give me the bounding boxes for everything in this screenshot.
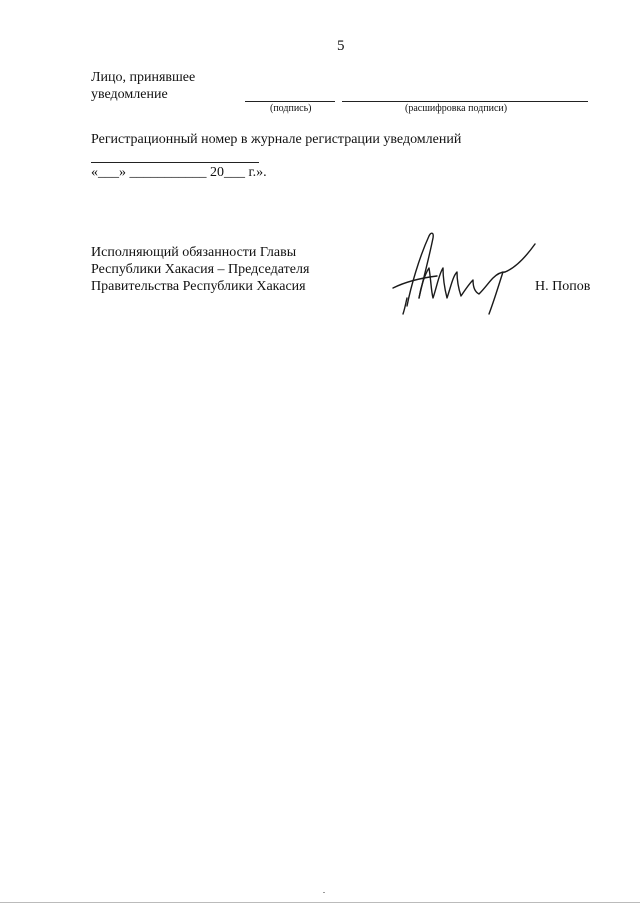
official-title-line2: Республики Хакасия – Председателя bbox=[91, 262, 310, 277]
registration-date-row: «___» ___________ 20___ г.». bbox=[91, 165, 267, 180]
scan-speck bbox=[323, 892, 325, 893]
registration-label: Регистрационный номер в журнале регистрации уведомлений bbox=[91, 132, 462, 147]
registration-number-blank-line bbox=[91, 162, 259, 163]
recipient-label-line1: Лицо, принявшее bbox=[91, 70, 196, 85]
recipient-label-line2: уведомление bbox=[91, 87, 168, 102]
page-number: 5 bbox=[337, 38, 345, 54]
decode-caption: (расшифровка подписи) bbox=[405, 103, 508, 114]
handwritten-signature bbox=[385, 228, 545, 316]
decode-blank-line bbox=[342, 101, 588, 102]
signature-caption: (подпись) bbox=[270, 103, 312, 114]
page-bottom-edge bbox=[0, 902, 640, 903]
signer-name: Н. Попов bbox=[535, 279, 591, 294]
official-title-line3: Правительства Республики Хакасия bbox=[91, 279, 306, 294]
signature-blank-line bbox=[245, 101, 335, 102]
official-title-line1: Исполняющий обязанности Главы bbox=[91, 245, 297, 260]
